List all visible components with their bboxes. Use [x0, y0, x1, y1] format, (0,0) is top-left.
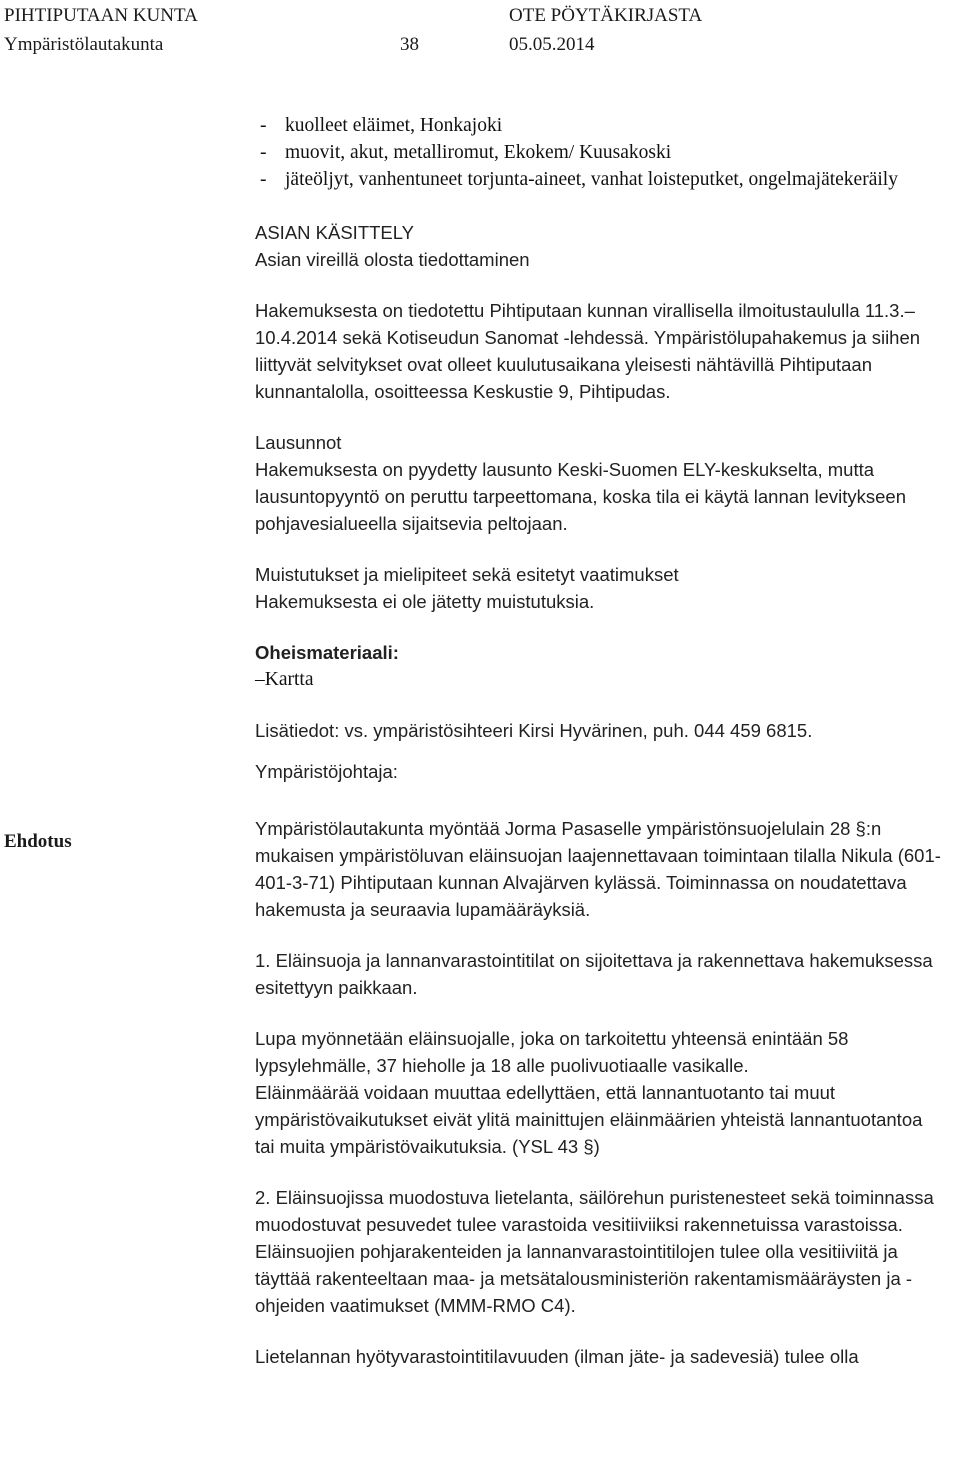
list-item [255, 139, 947, 166]
meeting-date: 05.05.2014 [509, 34, 595, 55]
lupamaarays-2: 2. Eläinsuojissa muodostuva lietelanta, säilörehun puristenesteet sekä toiminnassa muodostuvat pesuvedet tulee varastoida vesitiiviiksi rakennetuissa varastoissa. Eläinsuojien pohjarakenteiden ja lannanvarastointitilojen tulee olla vesitiiviitä ja täyttää rakenteeltaan maa- ja metsätalousministeriön rakentamismääräysten ja -ohjeiden vaatimukset (MMM-RMO C4). [255, 1187, 934, 1316]
muistutukset-heading: Muistutukset ja mielipiteet sekä esitetyt vaatimukset [255, 564, 679, 585]
ehdotus-label: Ehdotus [4, 831, 72, 852]
list-dash: - [260, 115, 267, 136]
oheismateriaali-item: –Kartta [255, 669, 314, 690]
page-number: 38 [400, 34, 419, 55]
list-dash: - [260, 169, 267, 190]
lupamaarays-1: 1. Eläinsuoja ja lannanvarastointitilat on sijoitettava ja rakennettava hakemuksessa esitettyyn paikkaan. [255, 950, 933, 998]
lupa-paragraph-b: Eläinmäärää voidaan muuttaa edellyttäen, että lannantuotanto tai muut ympäristövaikutukset eivät ylitä mainittujen eläinmäärien yhteistä lannantuotantoa tai muita ympäristövaikutuksia. (YSL 43 §) [255, 1082, 923, 1157]
oheismateriaali-heading: Oheismateriaali: [255, 642, 399, 663]
lupa-paragraph-a: Lupa myönnetään eläinsuojalle, joka on tarkoitettu yhteensä enintään 58 lypsylehmälle, 37 hieholle ja 18 alle puolivuotiaalle vasikalle. [255, 1028, 849, 1076]
list-item [255, 112, 947, 139]
list-item-text: jäteöljyt, vanhentuneet torjunta-aineet, vanhat loisteputket, ongelmajätekeräily [285, 169, 898, 190]
lietelanta-line: Lietelannan hyötyvarastointitilavuuden (ilman jäte- ja sadevesiä) tulee olla [255, 1346, 859, 1367]
committee-name: Ympäristölautakunta [4, 34, 164, 55]
lausunnot-heading: Lausunnot [255, 432, 342, 453]
ehdotus-proposer: Ympäristöjohtaja: [255, 761, 398, 782]
document-type: OTE PÖYTÄKIRJASTA [509, 5, 703, 26]
list-item-text: muovit, akut, metalliromut, Ekokem/ Kuusakoski [285, 142, 672, 163]
lisatiedot-line: Lisätiedot: vs. ympäristösihteeri Kirsi Hyvärinen, puh. 044 459 6815. [255, 720, 813, 741]
document-body [255, 112, 947, 1370]
muistutukset-paragraph: Hakemuksesta ei ole jätetty muistutuksia. [255, 591, 595, 612]
list-item [255, 166, 947, 193]
lausunnot-paragraph: Hakemuksesta on pyydetty lausunto Keski-Suomen ELY-keskukselta, mutta lausuntopyyntö on peruttu tarpeettomana, koska tila ei käytä lannan levitykseen pohjavesialueella sijaitsevia peltojaan. [255, 459, 906, 534]
asian-kasittely-subheading: Asian vireillä olosta tiedottaminen [255, 249, 530, 270]
list-dash: - [260, 142, 267, 163]
waste-list [255, 112, 947, 193]
list-item-text: kuolleet eläimet, Honkajoki [285, 115, 503, 136]
asian-kasittely-heading: ASIAN KÄSITTELY [255, 222, 415, 243]
municipality-name: PIHTIPUTAAN KUNTA [4, 5, 198, 26]
asian-kasittely-paragraph: Hakemuksesta on tiedotettu Pihtiputaan kunnan virallisella ilmoitustaululla 11.3.–10.4.2014 sekä Kotiseudun Sanomat -lehdessä. Ympäristölupahakemus ja siihen liittyvät selvitykset ovat olleet kuulutusaikana yleisesti nähtävillä Pihtiputaan kunnantalolla, osoitteessa Keskustie 9, Pihtipudas. [255, 300, 921, 402]
ehdotus-intro: Ympäristölautakunta myöntää Jorma Pasaselle ympäristönsuojelulain 28 §:n mukaisen ympäristöluvan eläinsuojan laajennettavaan toimintaan tilalla Nikula (601-401-3-71) Pihtiputaan kunnan Alvajärven kylässä. Toiminnassa on noudatettava hakemusta ja seuraavia lupamääräyksiä. [255, 818, 941, 920]
